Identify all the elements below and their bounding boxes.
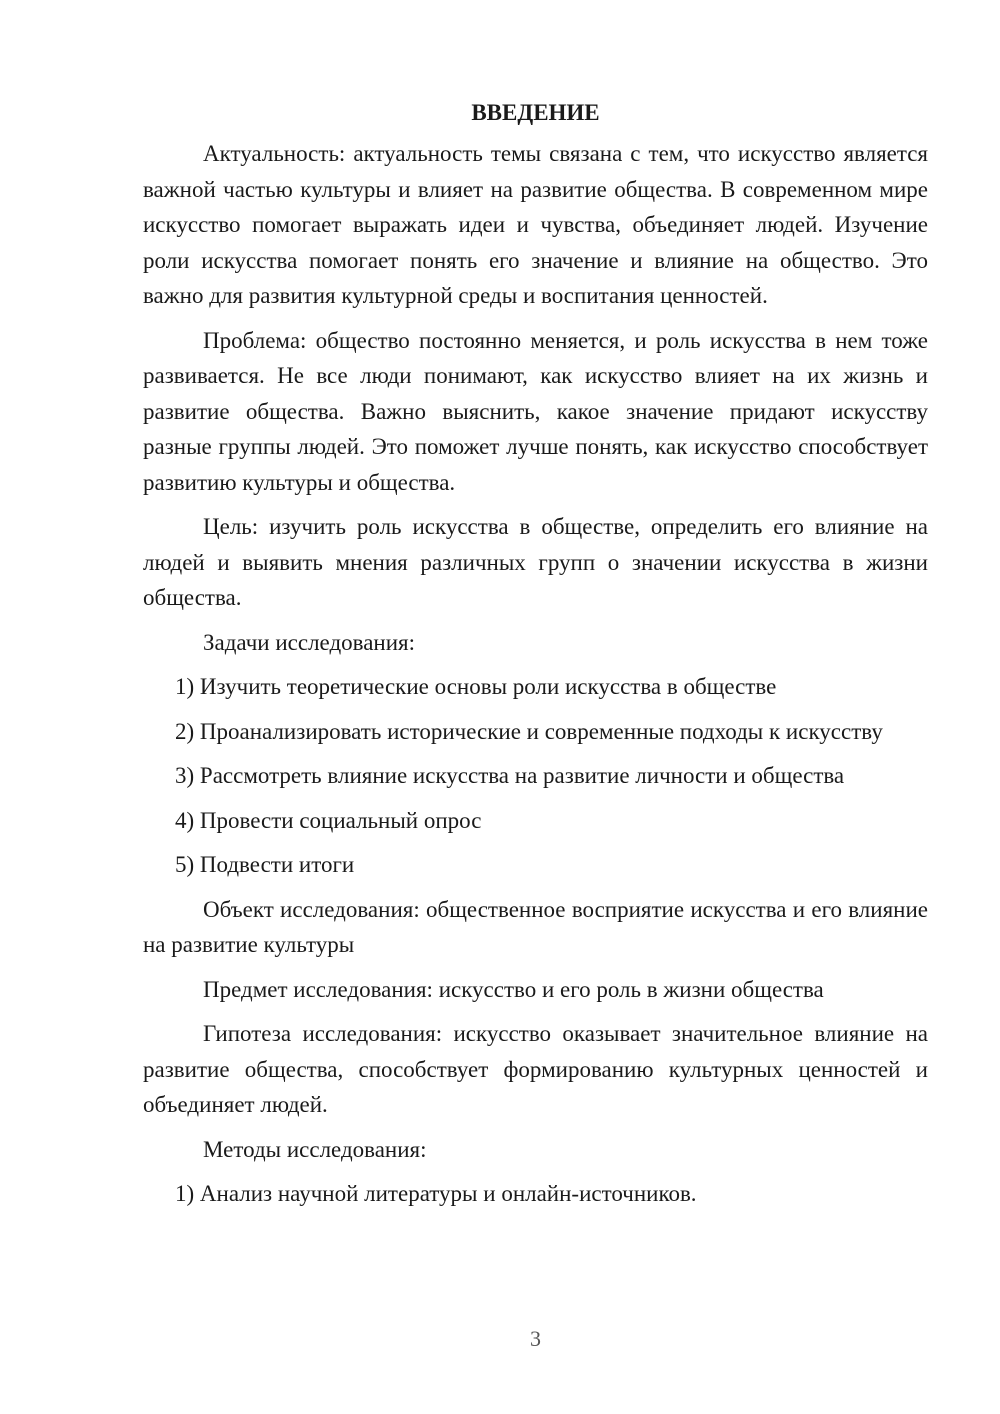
section-heading: ВВЕДЕНИЕ xyxy=(471,100,600,125)
list-item: 1) Изучить теоретические основы роли искусства в обществе xyxy=(175,674,777,699)
list-item: 1) Анализ научной литературы и онлайн-источников. xyxy=(175,1181,697,1206)
paragraph-object: Объект исследования: общественное восприятие искусства и его влияние на развитие культуры xyxy=(143,896,928,957)
document-body xyxy=(143,95,928,1221)
page-number: 3 xyxy=(530,1326,541,1351)
paragraph-problem: Проблема: общество постоянно меняется, и роль искусства в нем тоже развивается. Не все люди понимают, как искусство влияет на их жизнь и развитие общества. Важно выяснить, какое значение придают искусству разные группы людей. Это поможет лучше понять, как искусство способствует развитию культуры и общества. xyxy=(143,327,928,495)
paragraph-subject: Предмет исследования: искусство и его роль в жизни общества xyxy=(203,976,824,1002)
list-item: 3) Рассмотреть влияние искусства на развитие личности и общества xyxy=(175,763,845,788)
methods-list xyxy=(143,1176,928,1212)
paragraph-relevance: Актуальность: актуальность темы связана с тем, что искусство является важной частью культуры и влияет на развитие общества. В современном мире искусство помогает выражать идеи и чувства, объединяет людей. Изучение роли искусства помогает понять его значение и влияние на общество. Это важно для развития культурной среды и воспитания ценностей. xyxy=(143,141,928,308)
paragraph-goal: Цель: изучить роль искусства в обществе, определить его влияние на людей и выявить мнения различных групп о значении искусства в жизни общества. xyxy=(143,514,928,610)
list-item: 5) Подвести итоги xyxy=(175,852,355,877)
paragraph-hypothesis: Гипотеза исследования: искусство оказывает значительное влияние на развитие общества, способствует формированию культурных ценностей и объединяет людей. xyxy=(143,1021,928,1117)
list-item: 2) Проанализировать исторические и современные подходы к искусству xyxy=(175,718,883,744)
paragraph-tasks-intro: Задачи исследования: xyxy=(203,629,416,655)
list-item: 4) Провести социальный опрос xyxy=(175,807,482,833)
paragraph-methods-intro: Методы исследования: xyxy=(203,1136,427,1162)
tasks-list xyxy=(143,669,928,883)
